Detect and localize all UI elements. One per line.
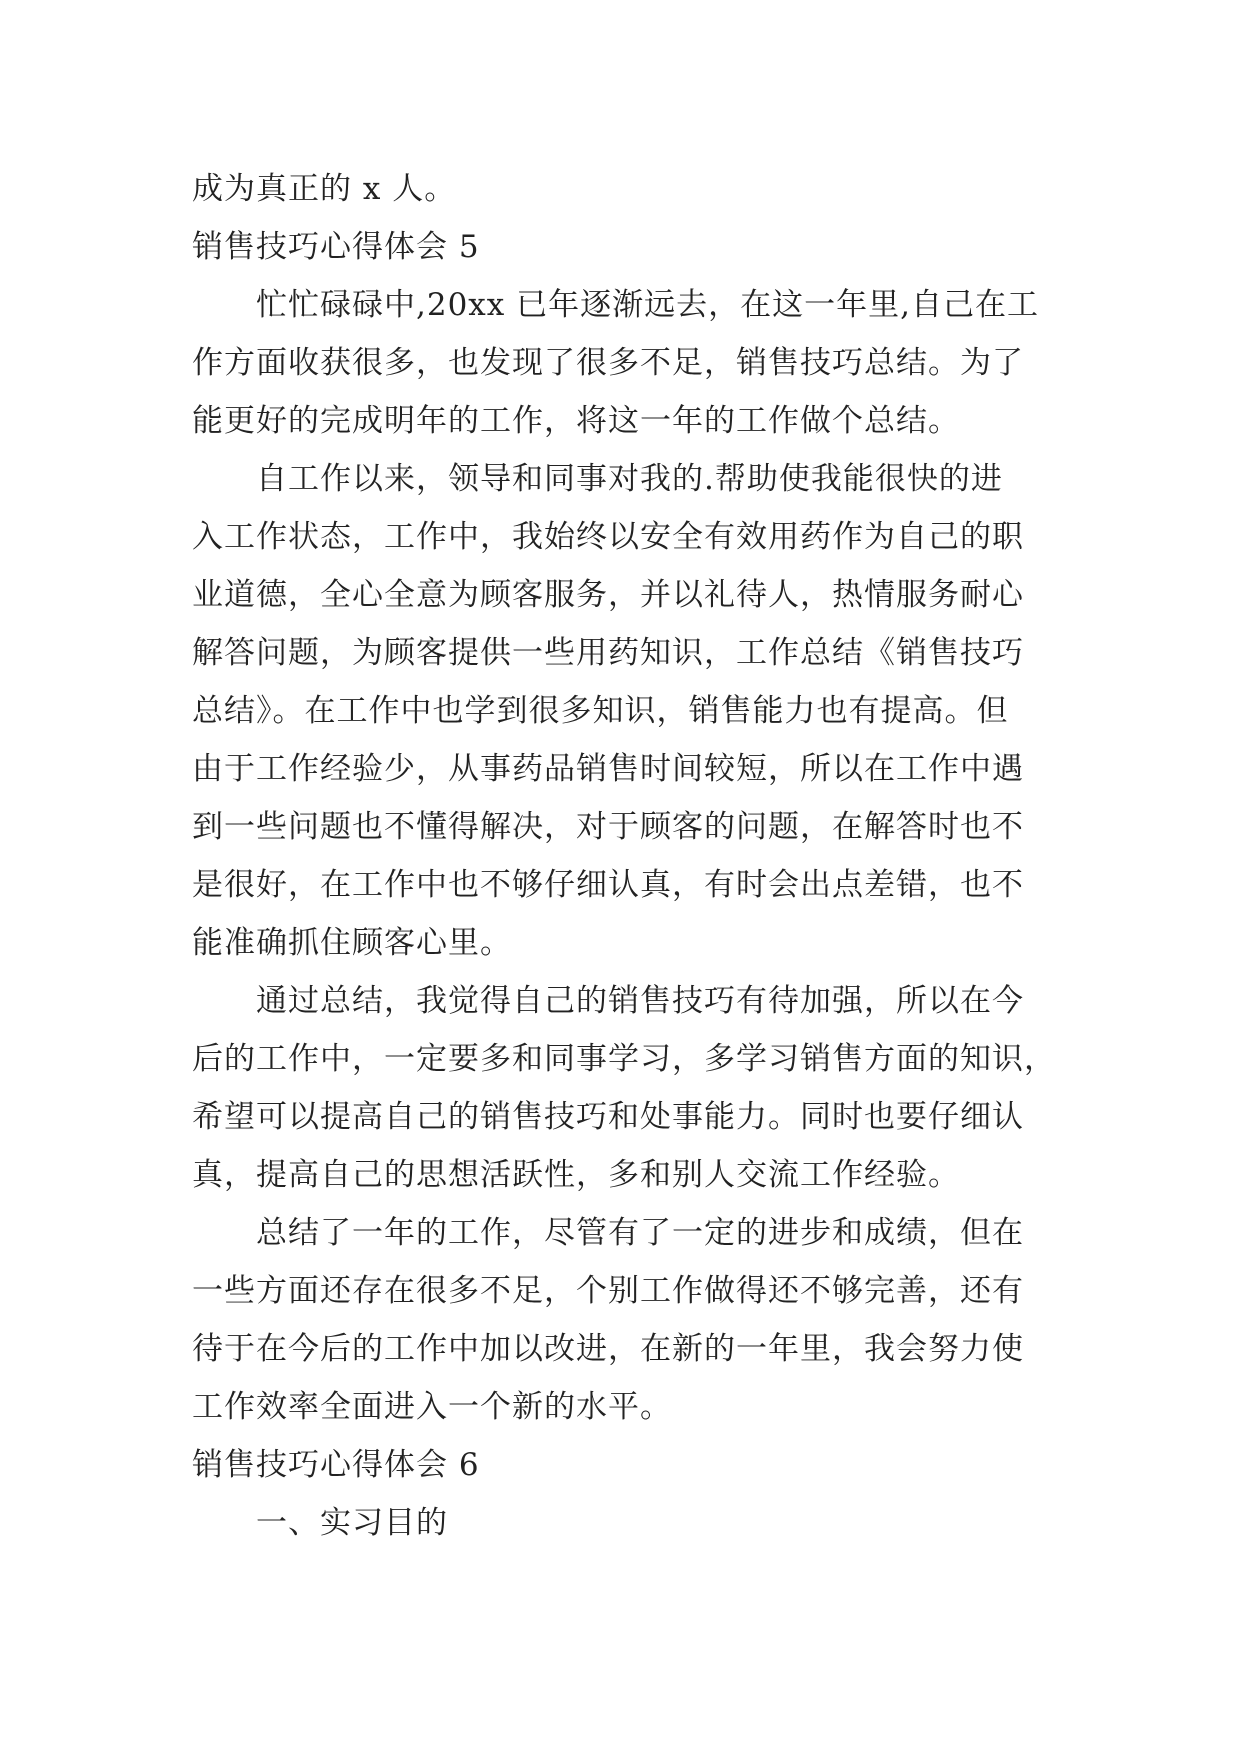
text-line: 通过总结，我觉得自己的销售技巧有待加强，所以在今 xyxy=(256,983,1024,1019)
text-line: 能准确抓住顾客心里。 xyxy=(192,925,512,961)
text-line: 总结了一年的工作，尽管有了一定的进步和成绩，但在 xyxy=(256,1215,1024,1251)
text-line: 工作效率全面进入一个新的水平。 xyxy=(192,1389,672,1425)
text-line: 一些方面还存在很多不足，个别工作做得还不够完善，还有 xyxy=(192,1273,1024,1309)
subsection-heading: 一、实习目的 xyxy=(256,1505,448,1541)
text-line: 能更好的完成明年的工作，将这一年的工作做个总结。 xyxy=(192,403,960,439)
text-line: 后的工作中，一定要多和同事学习，多学习销售方面的知识， xyxy=(192,1041,1056,1077)
text-line: 到一些问题也不懂得解决，对于顾客的问题，在解答时也不 xyxy=(192,809,1024,845)
text-line: 希望可以提高自己的销售技巧和处事能力。同时也要仔细认 xyxy=(192,1099,1024,1135)
text-line: 真，提高自己的思想活跃性，多和别人交流工作经验。 xyxy=(192,1157,960,1193)
text-line: 业道德，全心全意为顾客服务，并以礼待人，热情服务耐心 xyxy=(192,577,1024,613)
document-body xyxy=(192,160,1062,1552)
section-heading: 销售技巧心得体会 6 xyxy=(192,1447,480,1483)
section-heading: 销售技巧心得体会 5 xyxy=(192,229,480,265)
text-line: 由于工作经验少，从事药品销售时间较短，所以在工作中遇 xyxy=(192,751,1024,787)
text-line: 总结》。在工作中也学到很多知识，销售能力也有提高。但 xyxy=(192,693,1009,729)
text-line: 待于在今后的工作中加以改进，在新的一年里，我会努力使 xyxy=(192,1331,1024,1367)
text-line: 自工作以来，领导和同事对我的.帮助使我能很快的进 xyxy=(256,461,1003,497)
text-line: 作方面收获很多，也发现了很多不足，销售技巧总结。为了 xyxy=(192,345,1024,381)
text-line: 解答问题，为顾客提供一些用药知识，工作总结《销售技巧 xyxy=(192,635,1024,671)
text-line: 是很好，在工作中也不够仔细认真，有时会出点差错，也不 xyxy=(192,867,1024,903)
text-line: 成为真正的 x 人。 xyxy=(192,171,457,207)
text-line: 入工作状态，工作中，我始终以安全有效用药作为自己的职 xyxy=(192,519,1024,555)
text-line: 忙忙碌碌中,20xx 已年逐渐远去，在这一年里,自己在工 xyxy=(256,287,1039,323)
